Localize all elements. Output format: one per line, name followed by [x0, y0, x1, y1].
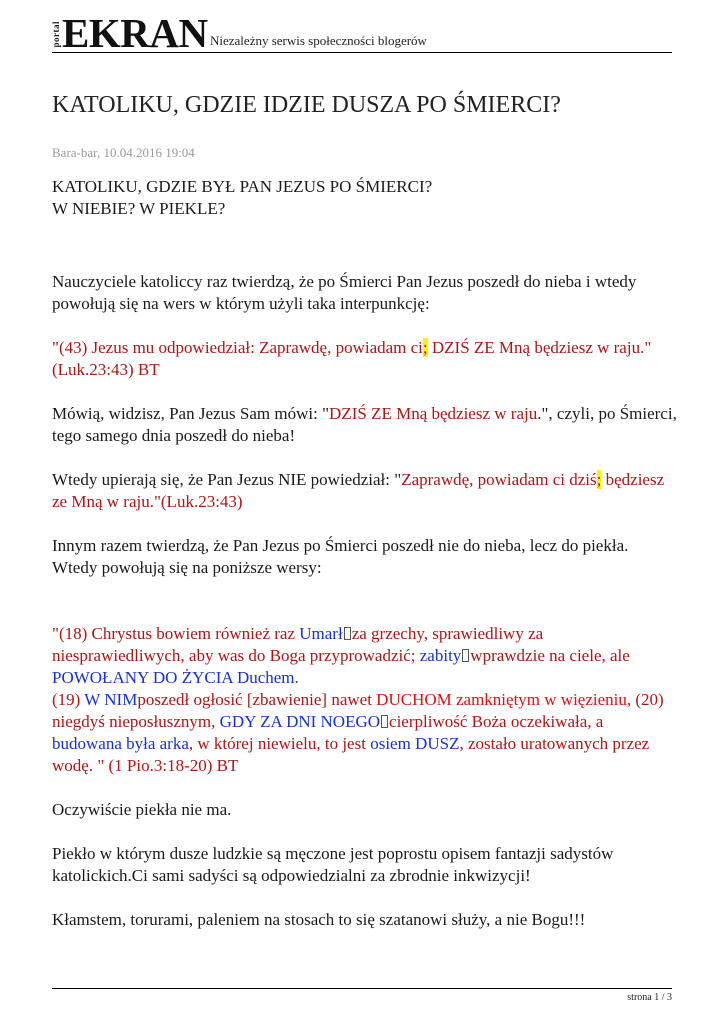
highlighted-semicolon: ;	[596, 470, 602, 489]
quote-peter-part-13: cierpliwość Boża oczekiwała, a	[389, 712, 604, 731]
quote-peter-part-16: osiem DUSZ	[370, 734, 460, 753]
highlighted-semicolon: ;	[422, 338, 428, 357]
quote-peter-part-10: DUCHOM zamkniętym w więzieniu	[376, 690, 627, 709]
quote-peter-part-5: wprawdzie na ciele, ale	[470, 646, 630, 665]
quote-luke-1-part-a: "(43) Jezus mu odpowiedział: Zaprawdę, powiadam ci	[52, 338, 423, 357]
quote-peter-part-17: , zostało uratowanych przez wodę. " (1 Pio.3:18-20) BT	[52, 734, 650, 775]
subheading-line-1: KATOLIKU, GDZIE BYŁ PAN JEZUS PO ŚMIERCI?	[52, 177, 433, 196]
page-footer	[52, 988, 672, 1003]
logo-small-text: portal	[51, 20, 61, 47]
subheading	[52, 176, 677, 220]
paragraph-7: Kłamstem, torurami, paleniem na stosach to się szatanowi służy, a nie Bogu!!!	[52, 910, 586, 929]
paragraph-3-red-1: Zaprawdę, powiadam ci dziś	[401, 470, 597, 489]
missing-glyph-box	[462, 649, 469, 662]
subheading-line-2: W NIEBIE? W PIEKLE?	[52, 199, 226, 218]
logo-text: EKRAN	[62, 10, 208, 56]
quote-peter-part-6: POWOŁANY DO ŻYCIA Duchem.	[52, 668, 299, 687]
paragraph-5: Oczywiście piekła nie ma.	[52, 800, 232, 819]
page-number: strona 1 / 3	[627, 992, 672, 1003]
quote-peter-part-7: (19)	[52, 690, 85, 709]
article-title: KATOLIKU, GDZIE IDZIE DUSZA PO ŚMIERCI?	[52, 92, 561, 118]
quote-peter-part-2: Umarł	[299, 624, 343, 643]
quote-peter-part-15: , w której niewielu, to jest	[188, 734, 371, 753]
paragraph-4: Innym razem twierdzą, że Pan Jezus po Śmierci poszedł nie do nieba, lecz do piekła. Wtedy powołują się na poniższe wersy:	[52, 536, 629, 577]
quote-peter-part-1: "(18) Chrystus bowiem również raz	[52, 624, 300, 643]
quote-peter-part-3: za grzechy, sprawiedliwy za niesprawiedliwych, aby was do Boga przyprowadzić;	[52, 624, 544, 665]
paragraph-2-part-a: Mówią, widzisz, Pan Jezus Sam mówi: "	[52, 404, 330, 423]
quote-peter-part-4: zabity	[419, 646, 462, 665]
quote-peter-part-9: poszedł ogłosić [zbawienie] nawet	[137, 690, 377, 709]
site-logo[interactable]	[51, 10, 208, 56]
page-header	[51, 10, 672, 56]
quote-luke-1-part-b: DZIŚ ZE Mną będziesz w raju."(Luk.23:43) BT	[52, 338, 652, 379]
paragraph-6: Piekło w którym dusze ludzkie są męczone jest poprostu opisem fantazji sadystów katolickich.Ci sami sadyści są odpowiedzialni za zbrodnie inkwizycji!	[52, 844, 614, 885]
quote-peter-part-12: GDY ZA DNI NOEGO	[219, 712, 381, 731]
quote-peter-part-8: W NIM	[84, 690, 138, 709]
paragraph-3-red-2: będziesz ze Mną w raju."(Luk.23:43)	[52, 470, 665, 511]
paragraph-2	[52, 403, 677, 447]
article-body	[52, 176, 677, 931]
paragraph-1: Nauczyciele katoliccy raz twierdzą, że po Śmierci Pan Jezus poszedł do nieba i wtedy powołują się na wers w którym użyli taka interpunkcję:	[52, 272, 637, 313]
missing-glyph-box	[381, 715, 388, 728]
article-meta: Bara-bar, 10.04.2016 19:04	[52, 145, 195, 160]
paragraph-2-part-b: .", czyli, po Śmierci, tego samego dnia poszedł do nieba!	[52, 404, 677, 445]
quote-peter-part-14: budowana była arka	[52, 734, 189, 753]
paragraph-3-part-a: Wtedy upierają się, że Pan Jezus NIE powiedział: "	[52, 470, 402, 489]
quote-peter	[52, 623, 677, 777]
site-tagline: Niezależny serwis społeczności blogerów	[210, 33, 427, 48]
quote-luke-1	[52, 337, 677, 381]
quote-peter-part-11: , (20) niegdyś nieposłusznym,	[52, 690, 664, 731]
paragraph-3	[52, 469, 677, 513]
missing-glyph-box	[344, 627, 351, 640]
paragraph-2-red: DZIŚ ZE Mną będziesz w raju	[329, 404, 538, 423]
